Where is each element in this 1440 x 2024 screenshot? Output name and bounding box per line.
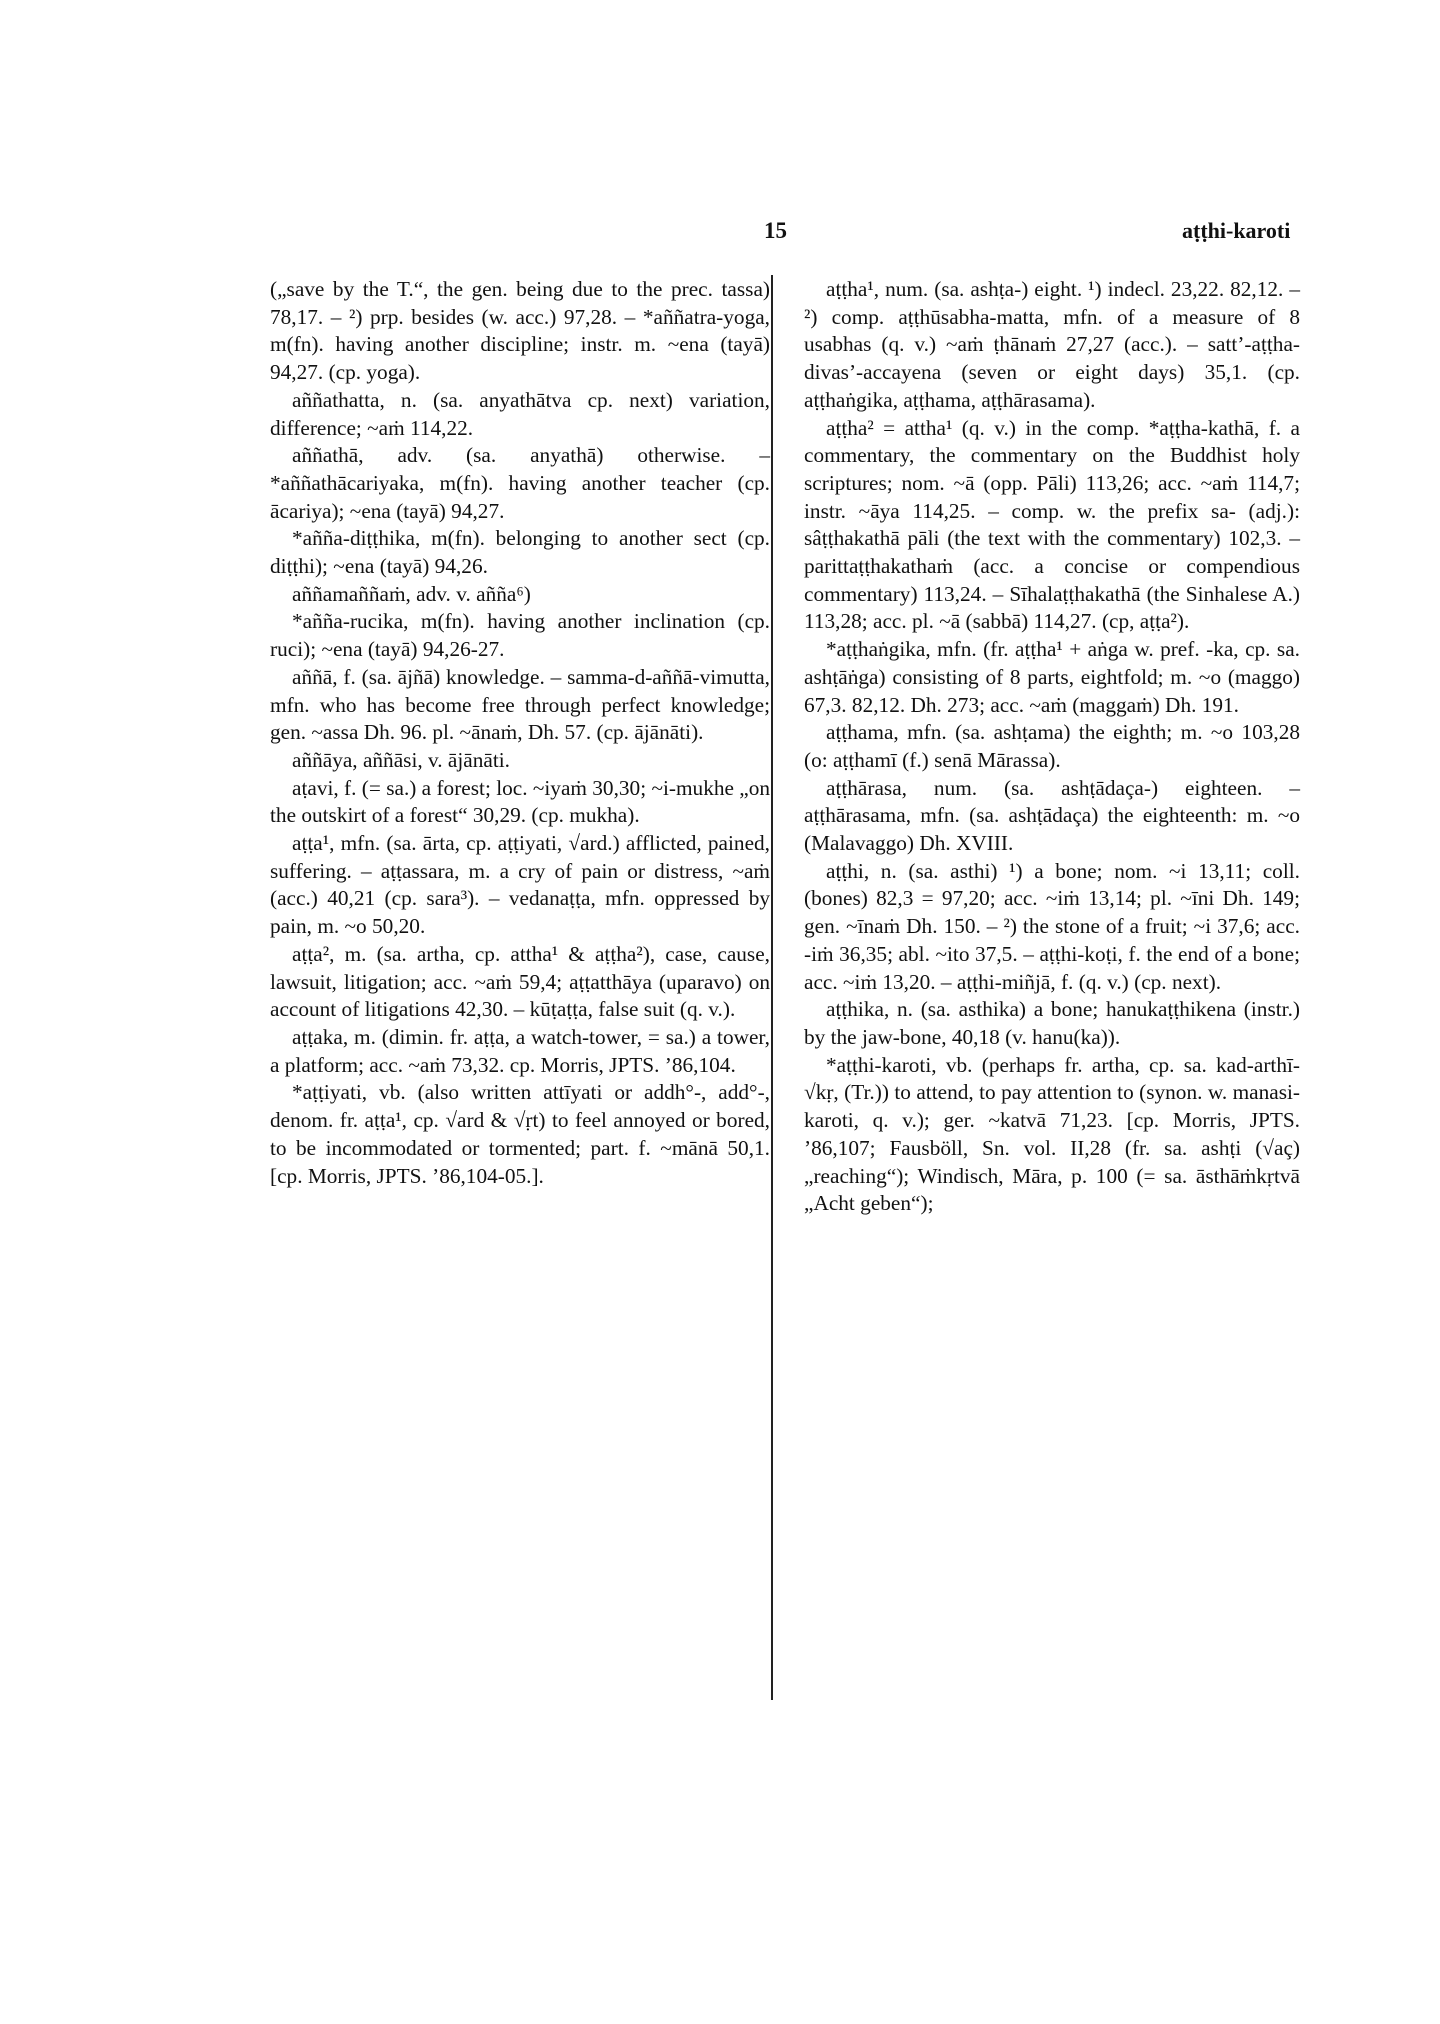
dictionary-entry: aṭṭhama, mfn. (sa. ashṭama) the eighth; m. ~o 103,28 (o: aṭṭhamī (f.) senā Mārassa). [804,720,1300,772]
dictionary-entry: aṭṭhārasa, num. (sa. ashṭādaça-) eighteen. – aṭṭhārasama, mfn. (sa. ashṭādaça) the eighteenth: m. ~o (Malavaggo) Dh. XVIII. [804,775,1300,856]
dictionary-entry: aṭṭa¹, mfn. (sa. ārta, cp. aṭṭiyati, √ard.) afflicted, pained, suffering. – aṭṭassara, m. a cry of pain or distress, ~aṁ (acc.) 40,21 (cp. sara³). – vedanaṭṭa, mfn. oppressed by pain, m. ~o 50,20. [270,831,770,939]
dictionary-entry: aṭṭhi, n. (sa. asthi) ¹) a bone; nom. ~i 13,11; coll. (bones) 82,3 = 97,20; acc. ~iṁ 13,14; pl. ~īni Dh. 149; gen. ~īnaṁ Dh. 150. – ²) the stone of a fruit; ~i 37,6; acc. -iṁ 36,35; abl. ~ito 37,5. – aṭṭhi-koṭi, f. the end of a bone; acc. ~iṁ 13,20. – aṭṭhi-miñjā, f. (q. v.) (cp. next). [804,858,1300,994]
page-number: 15 [764,218,787,243]
dictionary-entry: *aṭṭiyati, vb. (also written attīyati or addh°-, add°-, denom. fr. aṭṭa¹, cp. √ard & √ṛt) to feel annoyed or bored, to be incommodated or tormented; part. f. ~mānā 50,1. [cp. Morris, JPTS. ’86,104-05.]. [270,1080,770,1188]
dictionary-entry: aññathā, adv. (sa. anyathā) otherwise. – *aññathācariyaka, m(fn). having another teacher (cp. ācariya); ~ena (tayā) 94,27. [270,443,770,523]
dictionary-entry: aṭṭaka, m. (dimin. fr. aṭṭa, a watch-tower, = sa.) a tower, a platform; acc. ~aṁ 73,32. cp. Morris, JPTS. ’86,104. [270,1024,770,1077]
left-column [270,276,770,1190]
dictionary-entry: aṭṭa², m. (sa. artha, cp. attha¹ & aṭṭha²), case, cause, lawsuit, litigation; acc. ~aṁ 59,4; aṭṭatthāya (uparavo) on account of litigations 42,30. – kūṭaṭṭa, false suit (q. v.). [270,941,770,1022]
dictionary-entry: aṭṭha¹, num. (sa. ashṭa-) eight. ¹) indecl. 23,22. 82,12. – ²) comp. aṭṭhūsabha-matta, mfn. of a measure of 8 usabhas (q. v.) ~aṁ ṭhānaṁ 27,27 (acc.). – satt’-aṭṭha-divas’-accayena (seven or eight days) 35,1. (cp. aṭṭhaṅgika, aṭṭhama, aṭṭhārasama). [804,277,1300,412]
right-column [804,276,1300,1218]
running-head: aṭṭhi-karoti [1182,218,1291,243]
dictionary-entry: *añña-rucika, m(fn). having another inclination (cp. ruci); ~ena (tayā) 94,26-27. [270,609,770,662]
column-divider [771,275,773,1700]
dictionary-entry: aṭṭhika, n. (sa. asthika) a bone; hanukaṭṭhikena (instr.) by the jaw-bone, 40,18 (v. hanu(ka)). [804,997,1300,1049]
dictionary-entry: aññamaññaṁ, adv. v. añña⁶) [292,581,531,606]
dictionary-entry: aññathatta, n. (sa. anyathātva cp. next) variation, difference; ~aṁ 114,22. [270,387,770,440]
dictionary-entry: *aṭṭhaṅgika, mfn. (fr. aṭṭha¹ + aṅga w. pref. -ka, cp. sa. ashṭāṅga) consisting of 8 parts, eightfold; m. ~o (maggo) 67,3. 82,12. Dh. 273; acc. ~aṁ (maggaṁ) Dh. 191. [804,637,1300,717]
dictionary-entry: *aṭṭhi-karoti, vb. (perhaps fr. artha, cp. sa. kad-arthī- √kṛ, (Tr.)) to attend, to pay attention to (synon. w. manasi-karoti, q. v.); ger. ~katvā 71,23. [cp. Morris, JPTS. ’86,107; Fausböll, Sn. vol. II,28 (fr. sa. ashṭi (√aç) „reaching“); Windisch, Māra, p. 100 (= sa. āsthāṁkṛtvā „Acht geben“); [804,1052,1300,1216]
dictionary-entry: aññā, f. (sa. ājñā) knowledge. – samma-d-aññā-vimutta, mfn. who has become free through perfect knowledge; gen. ~assa Dh. 96. pl. ~ānaṁ, Dh. 57. (cp. ājānāti). [270,664,770,745]
dictionary-entry: („save by the T.“, the gen. being due to the prec. tassa) 78,17. – ²) prp. besides (w. acc.) 97,28. – *aññatra-yoga, m(fn). having another discipline; instr. m. ~ena (tayā) 94,27. (cp. yoga). [270,277,770,385]
dictionary-entry: aṭavi, f. (= sa.) a forest; loc. ~iyaṁ 30,30; ~i-mukhe „on the outskirt of a forest“ 30,29. (cp. mukha). [270,775,771,828]
dictionary-entry: *añña-diṭṭhika, m(fn). belonging to another sect (cp. diṭṭhi); ~ena (tayā) 94,26. [270,526,770,579]
dictionary-entry: aṭṭha² = attha¹ (q. v.) in the comp. *aṭṭha-kathā, f. a commentary, the commentary on the Buddhist holy scriptures; nom. ~ā (opp. Pāli) 113,26; acc. ~aṁ 114,7; instr. ~āya 114,25. – comp. w. the prefix sa- (adj.): sâṭṭhakathā pāli (the text with the commentary) 102,3. – parittaṭṭhakathaṁ (acc. a concise or compendious commentary) 113,24. – Sīhalaṭṭhakathā (the Sinhalese A.) 113,28; acc. pl. ~ā (sabbā) 114,27. (cp, aṭṭa²). [804,415,1300,634]
dictionary-entry: aññāya, aññāsi, v. ājānāti. [292,747,511,772]
